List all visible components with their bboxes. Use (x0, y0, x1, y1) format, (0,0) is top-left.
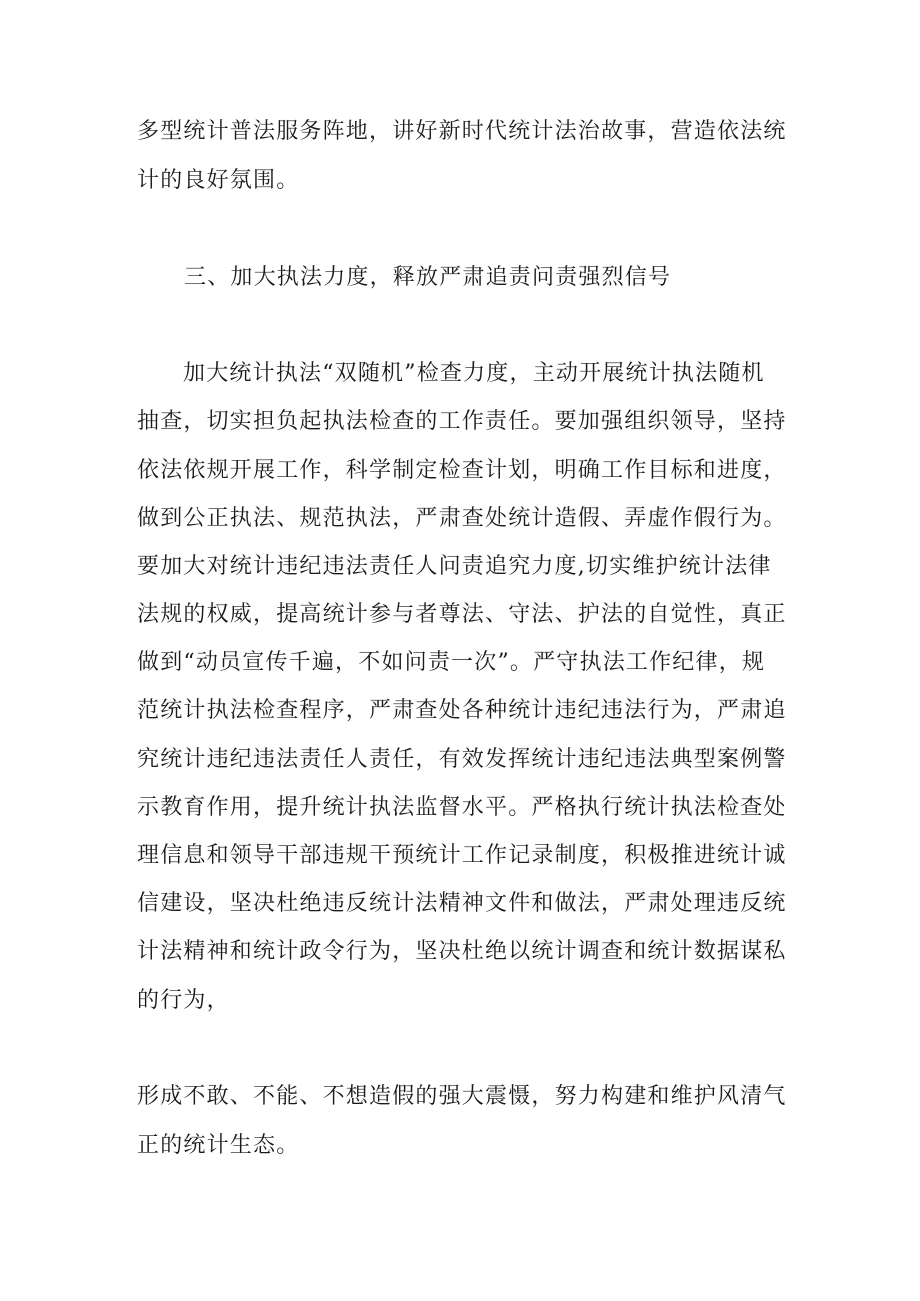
section-heading: 三、加大执法力度，释放严肃追责问责强烈信号 (184, 265, 672, 290)
paragraph-line: 理信息和领导干部违规干预统计工作记录制度，积极推进统计诚 (137, 843, 787, 868)
paragraph-line: 加大统计执法“双随机”检查力度，主动开展统计执法随机 (183, 361, 765, 386)
paragraph-line: 计的良好氛围。 (137, 168, 300, 193)
paragraph-line: 多型统计普法服务阵地，讲好新时代统计法治故事，营造依法统 (137, 119, 787, 144)
paragraph-line: 法规的权威，提高统计参与者尊法、守法、护法的自觉性，真正 (137, 602, 787, 627)
paragraph-line: 计法精神和统计政令行为，坚决杜绝以统计调查和统计数据谋私 (137, 939, 787, 964)
paragraph-line: 抽查，切实担负起执法检查的工作责任。要加强组织领导，坚持 (137, 409, 787, 434)
paragraph-line: 示教育作用，提升统计执法监督水平。严格执行统计执法检查处 (137, 795, 787, 820)
paragraph-line: 做到“动员宣传千遍，不如问责一次”。严守执法工作纪律，规 (137, 650, 766, 675)
paragraph-line: 究统计违纪违法责任人责任，有效发挥统计违纪违法典型案例警 (137, 747, 787, 772)
paragraph-line: 要加大对统计违纪违法责任人问责追究力度,切实维护统计法律 (137, 554, 772, 579)
paragraph-line: 形成不敢、不能、不想造假的强大震慑，努力构建和维护风清气 (137, 1084, 787, 1109)
paragraph-line: 的行为， (137, 988, 230, 1013)
paragraph-line: 依法依规开展工作，科学制定检查计划，明确工作目标和进度， (137, 458, 787, 483)
paragraph-line: 信建设，坚决杜绝违反统计法精神文件和做法，严肃处理违反统 (137, 891, 787, 916)
paragraph-line: 做到公正执法、规范执法，严肃查处统计造假、弄虚作假行为。 (137, 506, 787, 531)
paragraph-line: 范统计执法检查程序，严肃查处各种统计违纪违法行为，严肃追 (137, 698, 787, 723)
paragraph-line: 正的统计生态。 (137, 1133, 300, 1158)
